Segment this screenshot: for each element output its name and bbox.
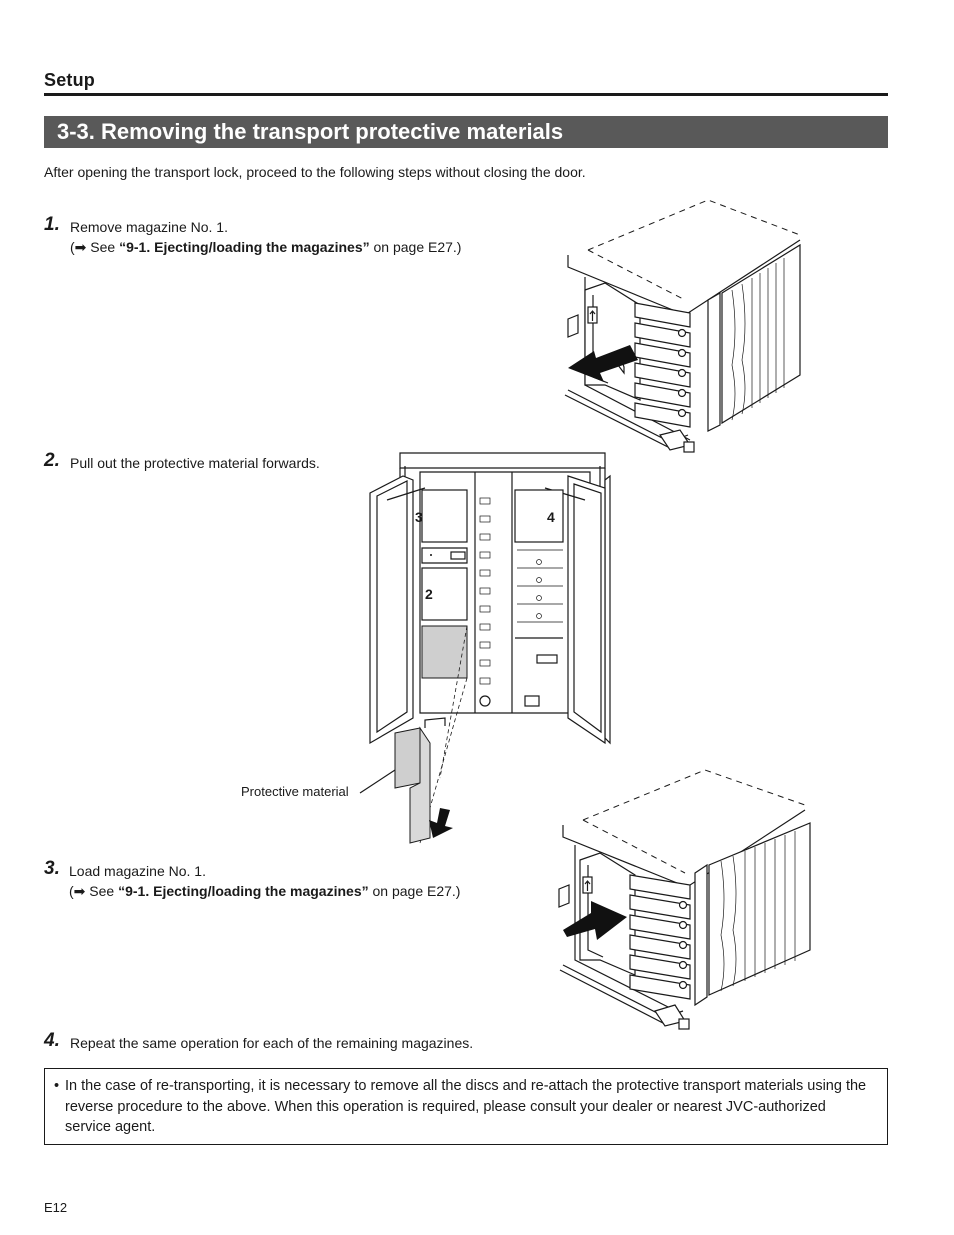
ref-see: See [85,883,119,899]
ref-paren: ( [70,239,75,255]
slot-label-3: 3 [415,509,423,525]
ref-page: on page E27.) [369,239,462,255]
step-2-number: 2. [44,450,60,471]
ref-section-link: “9-1. Ejecting/loading the magazines” [119,239,370,255]
step-3-number: 3. [44,858,60,879]
step-3-text: Load magazine No. 1. [69,863,206,879]
figure-remove-magazine [560,195,810,460]
arrow-right-icon: ➡ [73,883,86,899]
figure-load-magazine [555,765,820,1035]
slot-label-2: 2 [425,586,433,602]
step-1-number: 1. [44,214,60,235]
intro-text: After opening the transport lock, proceed to the following steps without closing the door. [44,164,586,180]
page-number: E12 [44,1200,68,1215]
ref-page: on page E27.) [368,883,461,899]
step-1-reference [70,239,461,256]
step-2-text: Pull out the protective material forwards. [70,455,320,471]
ref-section-link: “9-1. Ejecting/loading the magazines” [118,883,369,899]
section-label: Setup [44,70,96,90]
arrow-right-icon: ➡ [74,239,87,255]
page-title: 3-3. Removing the transport protective materials [44,116,888,148]
step-1-text: Remove magazine No. 1. [70,219,228,235]
protective-material-callout: Protective material [241,784,349,799]
ref-see: See [86,239,120,255]
section-rule [44,93,888,96]
step-4-number: 4. [44,1030,60,1051]
ref-paren: ( [69,883,74,899]
note-text: In the case of re-transporting, it is necessary to remove all the discs and re-attach the protective transport materials using the reverse procedure to the above. When this operation is required, please consult your dealer or nearest JVC-authorized service agent. [65,1078,867,1135]
slot-label-4: 4 [547,509,555,525]
step-3-reference [69,883,460,900]
note-bullet: • [54,1078,60,1094]
step-4-text: Repeat the same operation for each of the remaining magazines. [70,1035,474,1051]
note-box [44,1068,888,1145]
